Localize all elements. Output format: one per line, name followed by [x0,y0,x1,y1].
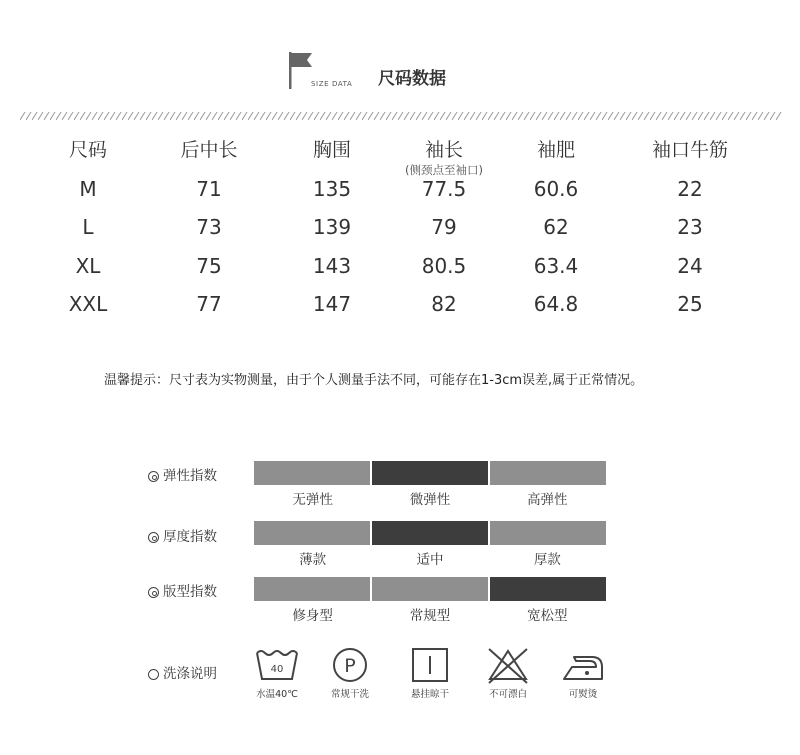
index-option-label: 薄款 [299,552,327,568]
index-option-label: 微弹性 [409,492,451,508]
table-cell: XXL [68,292,108,316]
hang-dry-icon [407,645,453,685]
index-option-label: 高弹性 [527,492,568,508]
wash-temperature: 40 [270,664,284,675]
wash-instructions-title: 洗涤说明 [163,666,217,682]
table-cell: 73 [196,215,222,239]
index-segment [372,461,488,485]
table-cell: 77 [196,292,222,316]
table-cell: 75 [196,253,222,278]
page-title: 尺码数据 [378,69,446,89]
header-chest: 胸围 [312,139,351,161]
index-segment [372,521,488,545]
elasticity-index-label [148,464,217,484]
wash-caption: 不可漂白 [488,689,527,700]
table-cell: 23 [677,215,703,239]
header-sleeve-width: 袖肥 [536,139,575,161]
table-cell: 77.5 [421,176,467,201]
index-segment [490,521,606,545]
table-cell: L [82,215,94,239]
sleeve-length-note: (侧颈点至袖口) [405,163,483,177]
wash-caption: 常规干洗 [330,689,369,700]
thickness-index-title: 厚度指数 [163,529,217,545]
size-data-caption: SIZE DATA [311,80,353,88]
table-row [30,292,770,331]
elasticity-index-title: 弹性指数 [163,468,217,484]
table-row [30,254,770,293]
table-cell: 82 [431,292,457,316]
header-cuff-rib: 袖口牛筋 [651,139,728,161]
table-cell: XL [75,253,101,278]
bullet-ring-icon [148,669,159,680]
index-segment [372,577,488,601]
table-header-row [30,138,770,177]
table-cell: 63.4 [533,253,579,278]
table-cell: 135 [312,176,352,201]
table-cell: 60.6 [533,176,579,201]
index-segment [490,577,606,601]
index-option-label: 常规型 [409,608,451,624]
table-cell: M [79,176,97,201]
index-option-label: 修身型 [292,608,333,624]
index-option-label: 宽松型 [527,608,568,624]
no-bleach-icon [485,645,531,685]
size-table [30,138,770,331]
index-option-label: 无弹性 [292,492,333,508]
bullet-ring-icon [148,532,159,543]
thickness-index-bar [254,521,606,545]
table-cell: 64.8 [533,292,579,316]
table-cell: 71 [196,176,222,201]
fit-index-label [148,580,217,600]
header-sleeve-length [379,138,509,177]
fit-index-options [254,604,606,624]
thickness-index-options [254,548,606,568]
table-cell: 25 [677,292,703,316]
table-cell: 24 [677,253,703,278]
wash-caption: 可熨烫 [568,689,598,700]
iron-icon [560,645,606,685]
table-cell: 62 [543,215,569,239]
header-size: 尺码 [68,139,107,161]
thickness-index-label [148,525,217,545]
index-segment [254,521,370,545]
table-cell: 79 [431,215,457,239]
index-segment [490,461,606,485]
index-option-label: 适中 [416,552,444,568]
measurement-tip: 温馨提示：尺寸表为实物测量，由于个人测量手法不同，可能存在1-3cm误差,属于正常情况。 [104,373,644,388]
table-row [30,177,770,216]
table-cell: 80.5 [421,253,467,278]
table-cell: 22 [677,176,703,201]
dashed-divider [20,112,782,120]
wash-tub-icon [254,645,300,685]
table-cell: 139 [312,215,352,239]
bullet-ring-icon [148,471,159,482]
wash-caption: 水温40℃ [256,689,298,700]
elasticity-index-options [254,488,606,508]
header-sleeve-length-label: 袖长 [424,139,463,161]
table-cell: 147 [312,292,352,316]
fit-index-bar [254,577,606,601]
wash-caption: 悬挂晾干 [410,689,449,700]
dry-clean-letter: P [344,655,356,677]
bullet-ring-icon [148,587,159,598]
header-back-length: 后中长 [180,139,238,161]
dry-clean-icon [327,645,373,685]
index-segment [254,461,370,485]
wash-instructions-label [148,662,217,682]
index-option-label: 厚款 [533,552,561,568]
elasticity-index-bar [254,461,606,485]
index-segment [254,577,370,601]
fit-index-title: 版型指数 [163,584,217,600]
table-row [30,215,770,254]
table-cell: 143 [312,253,352,278]
